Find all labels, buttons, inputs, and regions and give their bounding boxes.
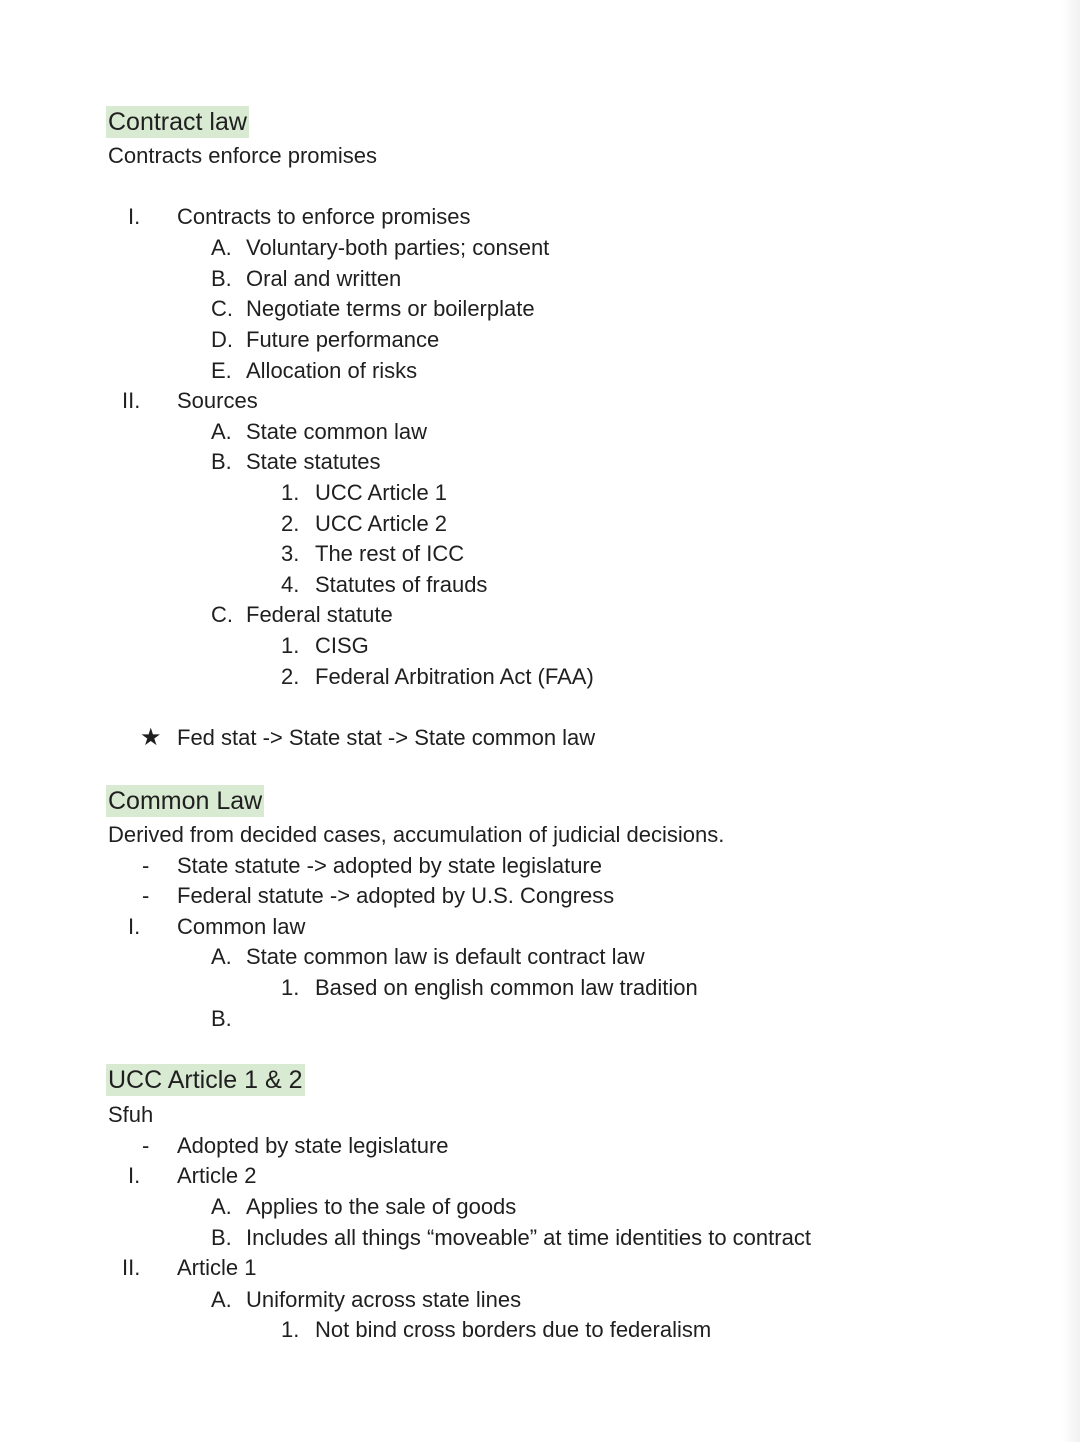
section-heading-contract-law: Contract law bbox=[108, 108, 247, 136]
list-marker: A. bbox=[211, 419, 232, 444]
section-intro: Contracts enforce promises bbox=[108, 143, 377, 168]
star-icon: ★ bbox=[140, 724, 162, 751]
star-note: Fed stat -> State stat -> State common law bbox=[177, 725, 596, 750]
list-marker: B. bbox=[211, 1006, 232, 1031]
list-marker: I. bbox=[128, 914, 141, 939]
list-item: State common law is default contract law bbox=[246, 944, 645, 969]
list-marker: II. bbox=[122, 1255, 141, 1280]
list-item: Voluntary-both parties; consent bbox=[246, 235, 550, 260]
list-item: CISG bbox=[315, 633, 369, 658]
list-marker: B. bbox=[211, 266, 232, 291]
dash-bullet: - bbox=[142, 883, 150, 908]
list-item: Federal statute bbox=[246, 602, 393, 627]
list-item: Contracts to enforce promises bbox=[177, 204, 471, 229]
page-edge-shadow bbox=[1062, 0, 1080, 1442]
list-item: Allocation of risks bbox=[246, 358, 418, 383]
list-marker: C. bbox=[211, 296, 233, 321]
list-marker: 1. bbox=[281, 975, 300, 1000]
list-marker: 1. bbox=[281, 633, 300, 658]
list-marker: 1. bbox=[281, 1317, 300, 1342]
dash-bullet: - bbox=[142, 853, 150, 878]
list-marker: II. bbox=[122, 388, 141, 413]
list-marker: B. bbox=[211, 449, 232, 474]
list-item: Future performance bbox=[246, 327, 440, 352]
list-item: Negotiate terms or boilerplate bbox=[246, 296, 535, 321]
section-intro: Sfuh bbox=[108, 1102, 154, 1127]
list-marker: E. bbox=[211, 358, 232, 383]
section-intro: Derived from decided cases, accumulation of judicial decisions. bbox=[108, 822, 725, 847]
dash-bullet: - bbox=[142, 1133, 150, 1158]
bullet-item: Adopted by state legislature bbox=[177, 1133, 449, 1158]
list-item: Common law bbox=[177, 914, 306, 939]
list-marker: 2. bbox=[281, 664, 300, 689]
list-marker: D. bbox=[211, 327, 233, 352]
section-heading-common-law: Common Law bbox=[108, 787, 263, 815]
bullet-item: State statute -> adopted by state legislature bbox=[177, 853, 602, 878]
list-item: Based on english common law tradition bbox=[315, 975, 698, 1000]
list-item: Article 1 bbox=[177, 1255, 257, 1280]
list-item: Uniformity across state lines bbox=[246, 1287, 522, 1312]
list-marker: 3. bbox=[281, 541, 300, 566]
list-marker: 4. bbox=[281, 572, 300, 597]
list-marker: 1. bbox=[281, 480, 300, 505]
list-marker: A. bbox=[211, 1287, 232, 1312]
list-item: Oral and written bbox=[246, 266, 402, 291]
list-marker: A. bbox=[211, 1194, 232, 1219]
list-item: UCC Article 2 bbox=[315, 511, 448, 536]
list-item: State common law bbox=[246, 419, 427, 444]
list-item: Federal Arbitration Act (FAA) bbox=[315, 664, 594, 689]
list-marker: B. bbox=[211, 1225, 232, 1250]
list-marker: 2. bbox=[281, 511, 300, 536]
section-heading-ucc: UCC Article 1 & 2 bbox=[108, 1066, 303, 1094]
list-marker: C. bbox=[211, 602, 233, 627]
list-item: State statutes bbox=[246, 449, 381, 474]
list-marker: I. bbox=[128, 204, 141, 229]
list-marker: A. bbox=[211, 944, 232, 969]
list-item: Includes all things “moveable” at time identities to contract bbox=[246, 1225, 811, 1250]
list-marker: A. bbox=[211, 235, 232, 260]
list-item: Not bind cross borders due to federalism bbox=[315, 1317, 712, 1342]
list-item: Sources bbox=[177, 388, 258, 413]
list-item: The rest of ICC bbox=[315, 541, 465, 566]
list-item: UCC Article 1 bbox=[315, 480, 448, 505]
list-marker: I. bbox=[128, 1163, 141, 1188]
list-item: Article 2 bbox=[177, 1163, 257, 1188]
list-item: Applies to the sale of goods bbox=[246, 1194, 517, 1219]
bullet-item: Federal statute -> adopted by U.S. Congress bbox=[177, 883, 615, 908]
list-item: Statutes of frauds bbox=[315, 572, 488, 597]
